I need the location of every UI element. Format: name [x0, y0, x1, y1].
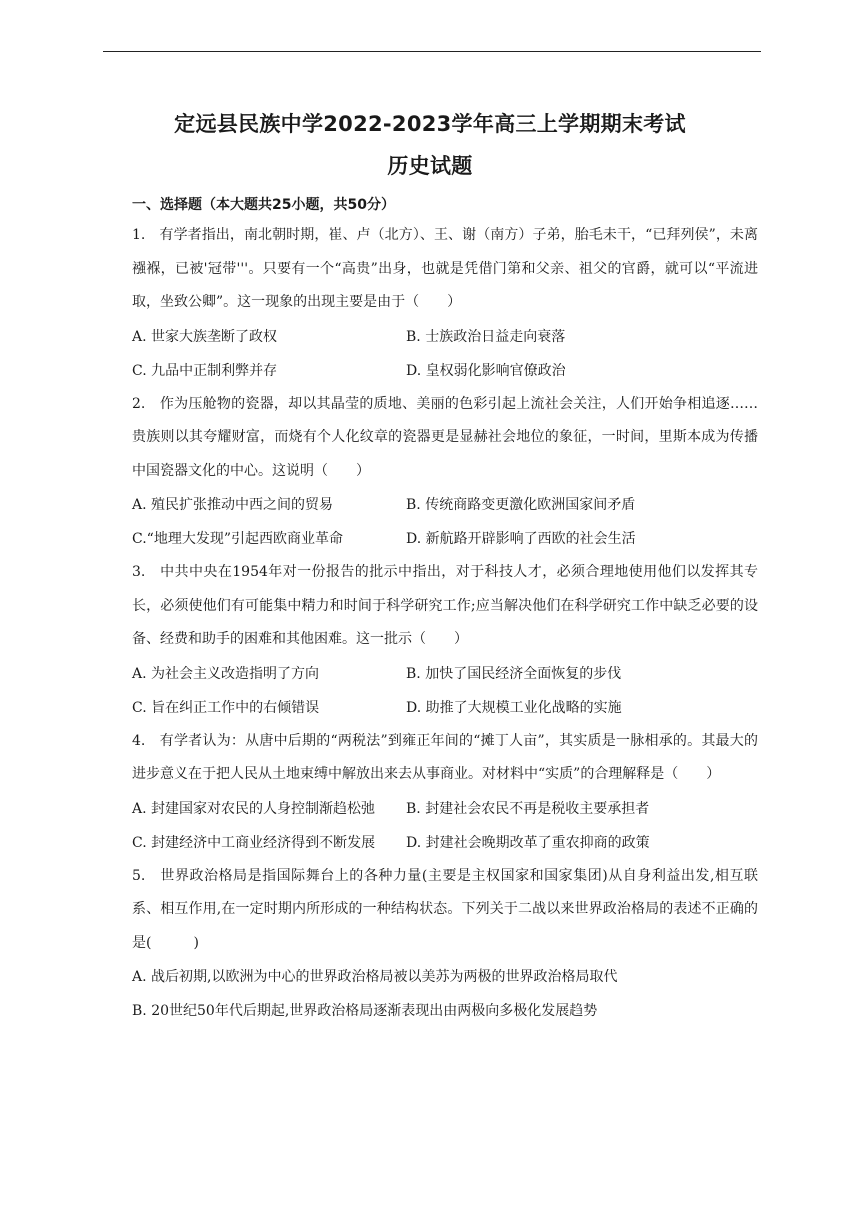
option-b: B. 加快了国民经济全面恢复的步伐 [406, 665, 622, 682]
question-stem: 2. 作为压舱物的瓷器，却以其晶莹的质地、美丽的色彩引起上流社会关注，人们开始争相追逐……贵族则以其夸耀财富，而烧有个人化纹章的瓷器更是显赫社会地位的象征，一时间，里斯本成为传播中国瓷器文化的中心。这说明（ ） [132, 395, 758, 479]
option-a: A. 殖民扩张推动中西之间的贸易 [132, 497, 334, 513]
question-stem: 3. 中共中央在1954年对一份报告的批示中指出，对于科技人才，必须合理地使用他们以发挥其专长，必须使他们有可能集中精力和时间于科学研究工作;应当解决他们在科学研究工作中缺乏必要的设备、经费和助手的困难和其他困难。这一批示（ ） [132, 564, 758, 647]
section-heading: 一、选择题（本大题共25小题，共50分） [132, 197, 395, 213]
option-c: C. 旨在纠正工作中的右倾错误 [132, 699, 320, 716]
question-5 [132, 860, 758, 1029]
option-d: D. 新航路开辟影响了西欧的社会生活 [406, 531, 636, 547]
options [132, 960, 758, 1028]
option-a: A. 为社会主义改造指明了方向 [132, 665, 320, 682]
header-rule [103, 51, 761, 52]
options [132, 657, 758, 725]
option-d: D. 助推了大规模工业化战略的实施 [406, 699, 622, 716]
question-stem: 4. 有学者认为：从唐中后期的“两税法”到雍正年间的“摊丁人亩”，其实质是一脉相承的。其最大的进步意义在于把人民从土地束缚中解放出来去从事商业。对材料中“实质”的合理解释是（ ） [132, 732, 758, 782]
question-2 [132, 388, 758, 557]
option-a: A. 战后初期,以欧洲为中心的世界政治格局被以美苏为两极的世界政治格局取代 [132, 969, 618, 985]
options [132, 792, 758, 860]
option-c: C.“地理大发现”引起西欧商业革命 [132, 531, 343, 547]
question-3 [132, 556, 758, 725]
option-a: A. 世家大族垄断了政权 [132, 328, 278, 345]
option-b: B. 士族政治日益走向衰落 [406, 328, 566, 345]
exam-title: 定远县民族中学2022-2023学年高三上学期期末考试 [174, 112, 686, 136]
options [132, 488, 758, 556]
option-a: A. 封建国家对农民的人身控制渐趋松弛 [132, 800, 376, 817]
question-list [132, 219, 758, 1028]
option-c: C. 封建经济中工商业经济得到不断发展 [132, 834, 376, 851]
option-d: D. 皇权弱化影响官僚政治 [406, 362, 566, 379]
option-d: D. 封建社会晚期改革了重农抑商的政策 [406, 834, 650, 851]
option-b: B. 传统商路变更激化欧洲国家间矛盾 [406, 497, 636, 513]
options [132, 320, 758, 388]
option-b: B. 封建社会农民不再是税收主要承担者 [406, 800, 650, 817]
question-stem: 5. 世界政治格局是指国际舞台上的各种力量(主要是主权国家和国家集团)从自身利益出发,相互联系、相互作用,在一定时期内所形成的一种结构状态。下列关于二战以来世界政治格局的表述不正确的是( ) [132, 867, 758, 951]
question-stem: 1. 有学者指出，南北朝时期，崔、卢（北方）、王、谢（南方）子弟，胎毛未干，“已拜列侯”，未离襁褓，已被'冠带'''。只要有一个“高贵”出身，也就是凭借门第和父亲、祖父的官爵，就可以“平流进取，坐致公卿”。这一现象的出现主要是由于（ ） [132, 227, 758, 310]
option-c: C. 九品中正制利弊并存 [132, 362, 278, 379]
exam-subject-title: 历史试题 [387, 154, 473, 178]
question-1 [132, 219, 758, 388]
option-b: B. 20世纪50年代后期起,世界政治格局逐渐表现出由两极向多极化发展趋势 [132, 1003, 598, 1019]
question-4 [132, 725, 758, 860]
